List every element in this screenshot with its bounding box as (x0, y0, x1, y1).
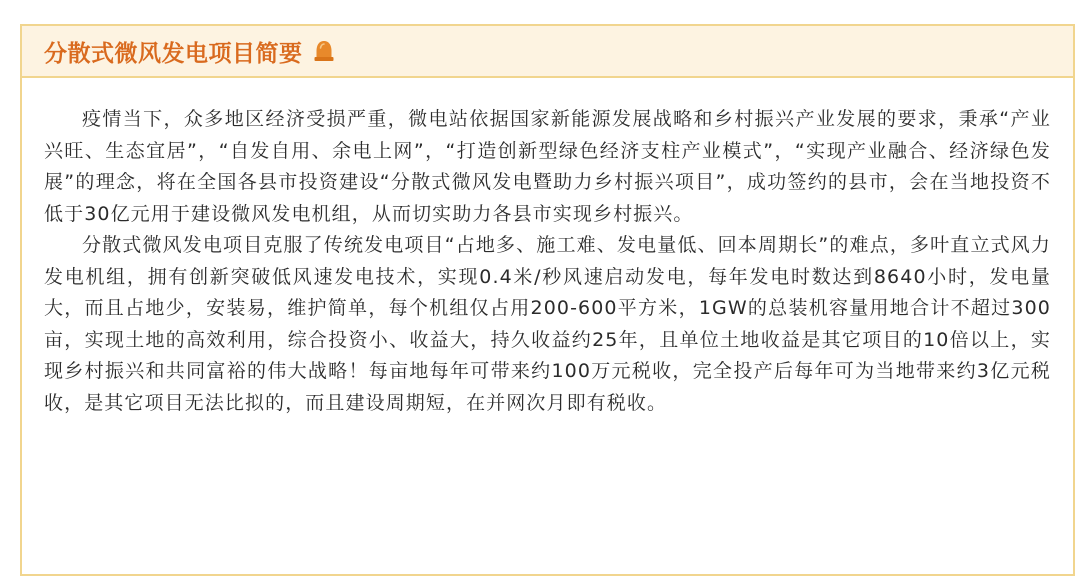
card-header (22, 26, 1073, 78)
paragraph-1: 疫情当下，众多地区经济受损严重，微电站依据国家新能源发展战略和乡村振兴产业发展的要求，秉承“产业兴旺、生态宜居”，“自发自用、余电上网”，“打造创新型绿色经济支柱产业模式”，“实现产业融合、经济绿色发展”的理念，将在全国各县市投资建设“分散式微风发电暨助力乡村振兴项目”，成功签约的县市，会在当地投资不低于30亿元用于建设微风发电机组，从而切实助力各县市实现乡村振兴。 (44, 108, 1051, 225)
paragraph-2: 分散式微风发电项目克服了传统发电项目“占地多、施工难、发电量低、回本周期长”的难点，多叶直立式风力发电机组，拥有创新突破低风速发电技术，实现0.4米/秒风速启动发电，每年发电时数达到8640小时，发电量大，而且占地少，安装易，维护简单，每个机组仅占用200-600平方米，1GW的总装机容量用地合计不超过300亩，实现土地的高效利用，综合投资小、收益大，持久收益约25年，且单位土地收益是其它项目的10倍以上，实现乡村振兴和共同富裕的伟大战略！每亩地每年可带来约100万元税收，完全投产后每年可为当地带来约3亿元税收，是其它项目无法比拟的，而且建设周期短，在并网次月即有税收。 (44, 234, 1051, 414)
bell-icon (313, 39, 335, 63)
summary-card (20, 24, 1075, 576)
card-title: 分散式微风发电项目简要 (44, 40, 303, 67)
card-body (22, 78, 1073, 419)
